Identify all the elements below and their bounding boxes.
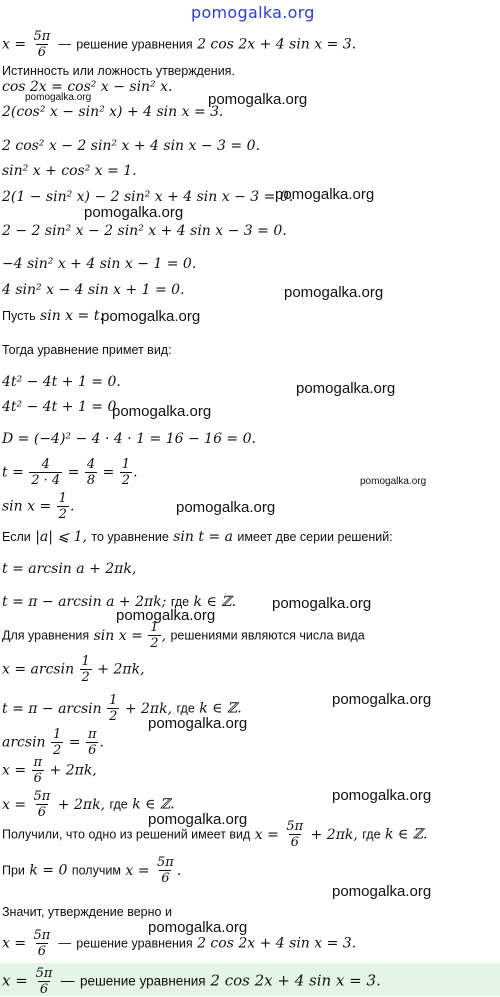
watermark: pomogalka.org xyxy=(116,607,216,624)
line-therefore: Значит, утверждение верно и xyxy=(2,905,172,919)
watermark: pomogalka.org xyxy=(176,499,276,516)
watermark: pomogalka.org xyxy=(275,186,375,203)
watermark: pomogalka.org xyxy=(332,883,432,900)
line-substitution: 2(cos² x − sin² x) + 4 sin x = 3. xyxy=(2,104,224,120)
line-pythagorean: sin² x + cos² x = 1. xyxy=(2,163,137,179)
line-x-5pi-6: x = $\frac{5\pi}{6}$ + 2πk, где k ∈ ℤ. xyxy=(2,789,175,820)
line-k-zero: При k = 0 получим x = $\frac{5\pi}{6}$ . xyxy=(2,855,182,886)
watermark: pomogalka.org xyxy=(296,380,396,397)
line-x-series-1: x = arcsin $\frac{1}{2}$ + 2πk, xyxy=(2,654,145,685)
line-sin-half: sin x = $\frac{1}{2}$ . xyxy=(2,491,75,522)
watermark: pomogalka.org xyxy=(332,787,432,804)
line-open-brackets: 2 − 2 sin² x − 2 sin² x + 4 sin x − 3 = 0. xyxy=(2,223,287,239)
line-expanded: 2 cos² x − 2 sin² x + 4 sin x − 3 = 0. xyxy=(2,138,260,154)
watermark: pomogalka.org xyxy=(272,595,372,612)
line-x-series-2: t = π − arcsin $\frac{1}{2}$ + 2πk, где k ∈ ℤ. xyxy=(2,693,242,724)
watermark: pomogalka.org xyxy=(360,476,427,487)
line-answer-bottom: x = $\frac{5\pi}{6}$ — решение уравнения 2 cos 2x + 4 sin x = 3. xyxy=(2,928,357,959)
final-answer: x = $\frac{5\pi}{6}$ — решение уравнения 2 cos 2x + 4 sin x = 3. xyxy=(2,966,381,997)
watermark: pomogalka.org xyxy=(101,308,201,325)
line-multiply: 4 sin² x − 4 sin x + 1 = 0. xyxy=(2,282,185,298)
line-replace-cos: 2(1 − sin² x) − 2 sin² x + 4 sin x − 3 = 0. xyxy=(2,189,294,205)
line-quadratic-2: 4t² − 4t + 1 = 0 xyxy=(2,399,117,415)
watermark: pomogalka.org xyxy=(208,91,308,108)
line-x-pi-6: x = $\frac{\pi}{6}$ + 2πk, xyxy=(2,755,97,786)
line-series-2: t = π − arcsin a + 2πk; где k ∈ ℤ. xyxy=(2,594,236,610)
line-then: Тогда уравнение примет вид: xyxy=(2,343,172,357)
line-quadratic-1: 4t² − 4t + 1 = 0. xyxy=(2,374,121,390)
watermark: pomogalka.org xyxy=(148,811,248,828)
watermark: pomogalka.org xyxy=(112,403,212,420)
line-root-t: t = $\frac{4}{2 \cdot 4}$ = $\frac{4}{8}$ = $\frac{1}{2}$ . xyxy=(2,457,138,488)
line-collect: −4 sin² x + 4 sin x − 1 = 0. xyxy=(2,256,197,272)
line-identity: cos 2x = cos² x − sin² x. xyxy=(2,79,173,95)
line-heading: Истинность или ложность утверждения. xyxy=(2,64,235,78)
watermark: pomogalka.org xyxy=(25,92,92,103)
line-arcsin-value: arcsin $\frac{1}{2}$ = $\frac{\pi}{6}$ . xyxy=(2,727,104,758)
watermark: pomogalka.org xyxy=(284,284,384,301)
line-obtained: Получили, что одно из решений имеет вид x = $\frac{5\pi}{6}$ + 2πk, где k ∈ ℤ. xyxy=(2,819,428,850)
line-general-rule: Если |a| ⩽ 1, то уравнение sin t = a имеет две серии решений: xyxy=(2,529,393,545)
line-series-1: t = arcsin a + 2πk, xyxy=(2,561,137,577)
line-for-equation: Для уравнения sin x = $\frac{1}{2}$ , решениями являются числа вида xyxy=(2,620,365,651)
watermark: pomogalka.org xyxy=(84,204,184,221)
watermark: pomogalka.org xyxy=(148,715,248,732)
watermark: pomogalka.org xyxy=(332,691,432,708)
line-let: Пусть sin x = t. xyxy=(2,308,104,324)
line-discriminant: D = (−4)² − 4 · 4 · 1 = 16 − 16 = 0. xyxy=(2,431,256,447)
watermark-top: pomogalka.org xyxy=(191,3,315,22)
line-answer-top: x = $\frac{5\pi}{6}$ — решение уравнения 2 cos 2x + 4 sin x = 3. xyxy=(2,29,357,60)
watermark: pomogalka.org xyxy=(148,919,248,936)
